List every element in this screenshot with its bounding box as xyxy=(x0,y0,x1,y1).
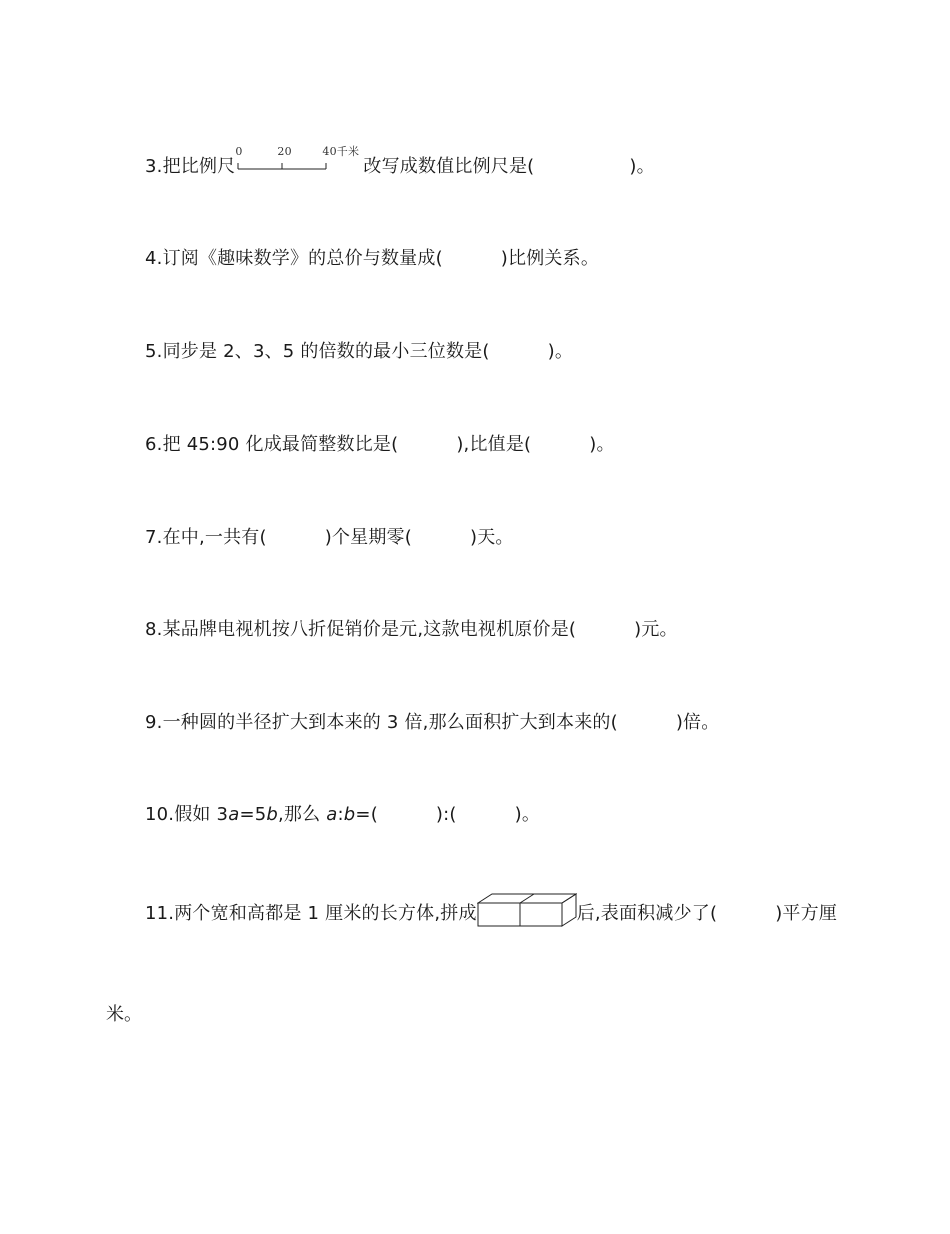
q10-var-b: b xyxy=(343,804,356,825)
q4-text-before: 4.订阅《趣味数学》的总价与数量成( xyxy=(145,248,443,269)
q10-var-a: a xyxy=(228,804,240,825)
scale-tick-40km: 40千米 xyxy=(322,145,360,158)
q11-text-before: 11.两个宽和高都是 1 厘米的长方体,拼成 xyxy=(145,903,477,924)
q10-text-mid: ):( xyxy=(435,804,457,825)
q3-text-before: 3.把比例尺 xyxy=(145,156,236,177)
question-6 xyxy=(145,433,615,457)
question-10 xyxy=(145,803,540,827)
q10-text-1: 10.假如 3 xyxy=(145,804,229,825)
question-7 xyxy=(145,526,514,550)
question-9 xyxy=(145,711,719,735)
q10-text-2: =5 xyxy=(239,804,267,825)
q6-text-mid: ),比值是( xyxy=(456,434,532,455)
q5-text-before: 5.同步是 2、3、5 的倍数的最小三位数是( xyxy=(145,341,490,362)
scale-tick-20: 20 xyxy=(277,145,292,158)
q9-text-before: 9.一种圆的半径扩大到本来的 3 倍,那么面积扩大到本来的( xyxy=(145,712,618,733)
q11-text-end: )平方厘 xyxy=(775,903,838,924)
q7-text-mid: )个星期零( xyxy=(324,527,412,548)
q9-text-end: )倍。 xyxy=(675,712,720,733)
cuboid-figure xyxy=(477,893,577,927)
scale-tick-0: 0 xyxy=(235,145,243,158)
q8-text-before: 8.某品牌电视机按八折促销价是元,这款电视机原价是( xyxy=(145,619,577,640)
q7-text-end: )天。 xyxy=(469,527,514,548)
question-5 xyxy=(145,340,573,364)
q10-text-4: : xyxy=(337,804,344,825)
q4-text-end: )比例关系。 xyxy=(500,248,600,269)
q10-text-3: ,那么 xyxy=(278,804,327,825)
question-3 xyxy=(145,145,655,179)
q5-text-end: )。 xyxy=(547,341,574,362)
q6-text-end: )。 xyxy=(589,434,615,455)
question-4 xyxy=(145,247,599,271)
q3-text-end: )。 xyxy=(629,156,655,177)
q11-text-after: 后,表面积减少了( xyxy=(576,903,718,924)
q8-text-end: )元。 xyxy=(634,619,678,640)
question-11 xyxy=(145,897,837,931)
question-8 xyxy=(145,618,678,642)
q10-text-5: =( xyxy=(355,804,378,825)
q11-text-tail: 米。 xyxy=(106,1004,142,1025)
q3-text-after: 改写成数值比例尺是( xyxy=(363,156,535,177)
q7-text-before: 7.在中,一共有( xyxy=(145,527,267,548)
q10-var-a: a xyxy=(326,804,338,825)
cuboid-svg xyxy=(477,893,577,927)
q10-text-end: )。 xyxy=(514,804,541,825)
q10-var-b: b xyxy=(266,804,279,825)
q6-text-before: 6.把 45:90 化成最简整数比是( xyxy=(145,434,399,455)
line-scale-figure xyxy=(235,145,363,177)
